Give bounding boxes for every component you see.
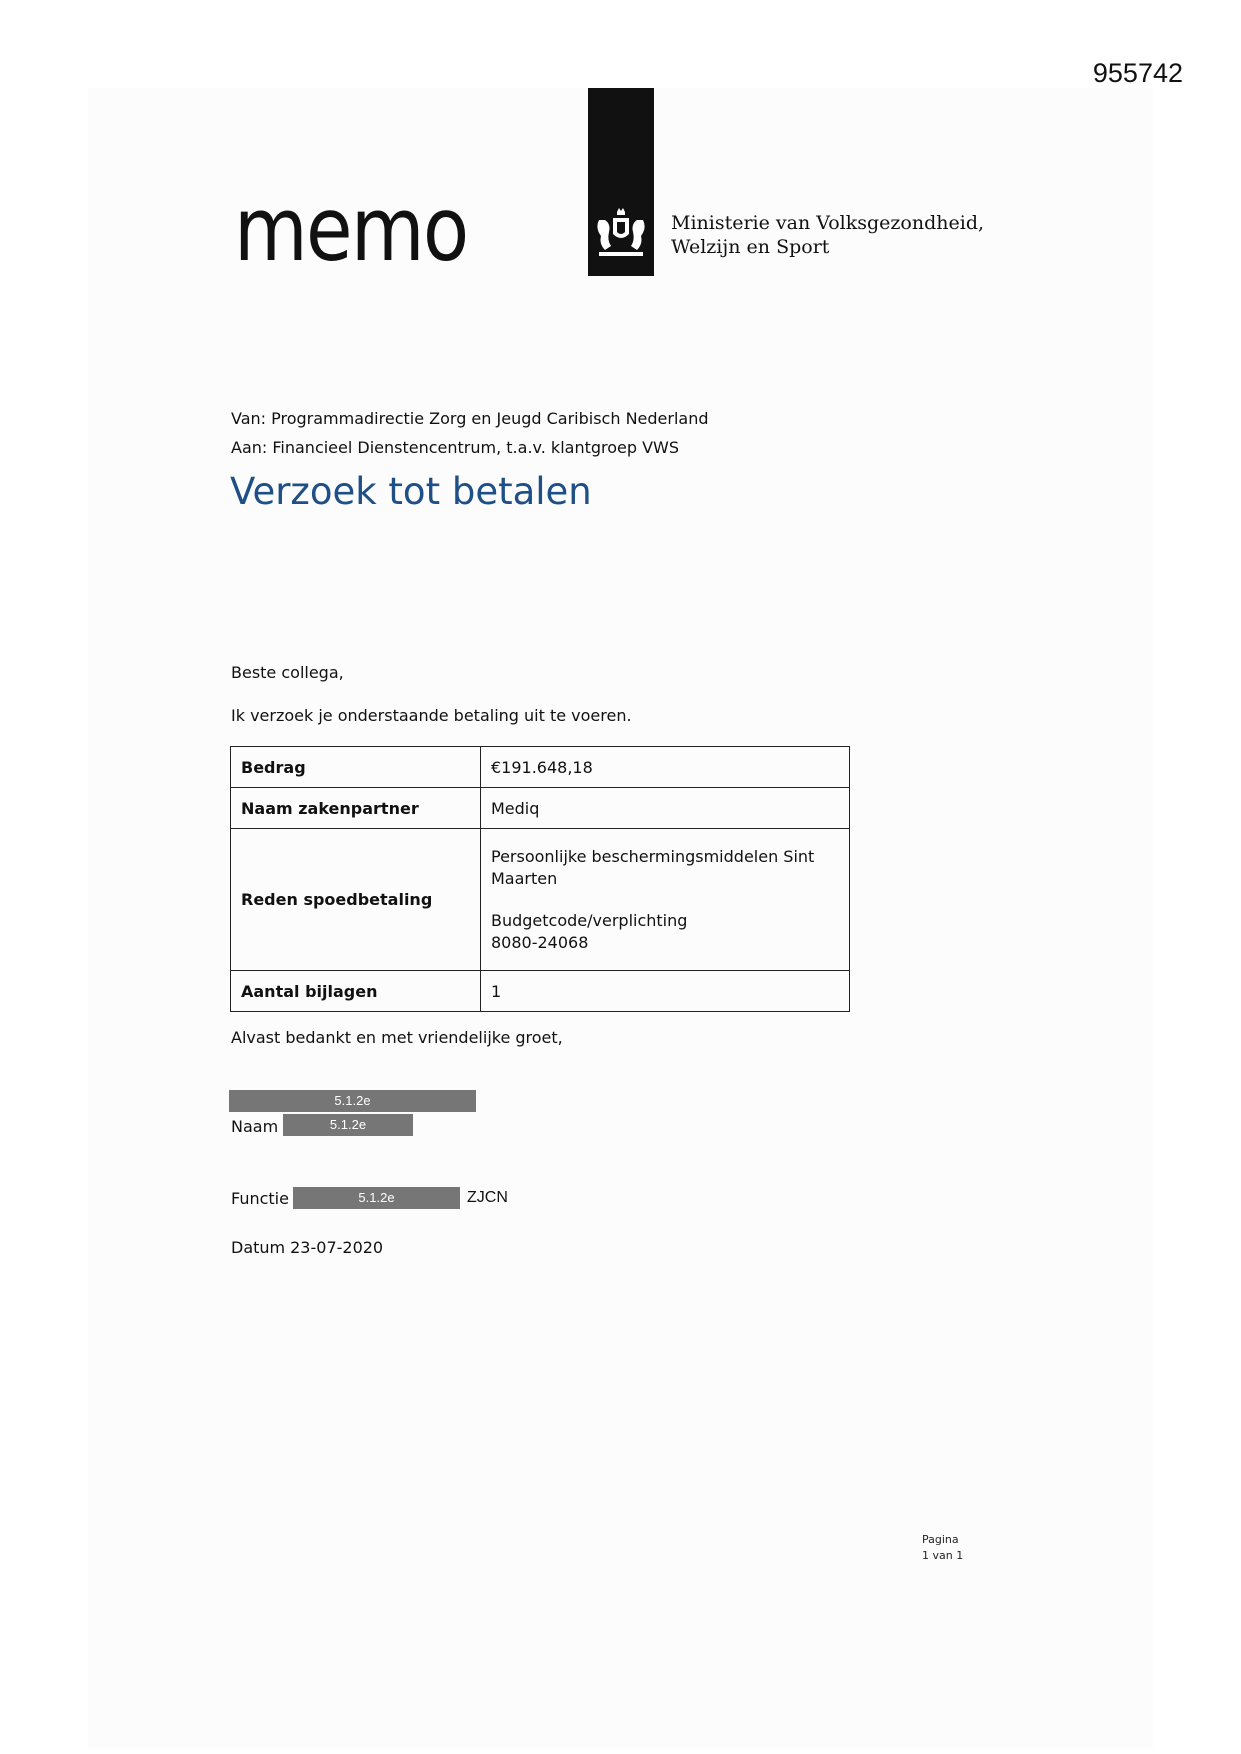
function-label: Functie [231, 1189, 289, 1208]
page-count: 1 van 1 [922, 1549, 964, 1562]
payment-request-text: Ik verzoek je onderstaande betaling uit te voeren. [231, 706, 632, 725]
reason-text [491, 846, 839, 890]
memo-title: memo [234, 178, 468, 281]
amount-label: Bedrag [231, 747, 481, 788]
ministry-name-line2: Welzijn en Sport [671, 236, 830, 258]
function-suffix: ZJCN [467, 1189, 508, 1206]
partner-label: Naam zakenpartner [231, 788, 481, 829]
date-line [231, 1238, 383, 1257]
ministry-name [671, 211, 984, 259]
to-line: Aan: Financieel Dienstencentrum, t.a.v. klantgroep VWS [231, 438, 680, 457]
memo-subject: Verzoek tot betalen [230, 470, 592, 513]
page-label: Pagina [922, 1533, 959, 1546]
budget-code [491, 910, 839, 954]
reason-label: Reden spoedbetaling [231, 829, 481, 971]
function-redaction: 5.1.2e [293, 1187, 460, 1209]
attachments-label: Aantal bijlagen [231, 971, 481, 1012]
amount-value: €191.648,18 [481, 747, 850, 788]
budget-label: Budgetcode/verplichting [491, 910, 688, 930]
ministry-name-line1: Ministerie van Volksgezondheid, [671, 212, 985, 234]
closing-text: Alvast bedankt en met vriendelijke groet, [231, 1028, 563, 1047]
table-row [231, 788, 850, 829]
from-line: Van: Programmadirectie Zorg en Jeugd Caribisch Nederland [231, 409, 709, 428]
document-id: 955742 [1092, 58, 1183, 88]
partner-value: Mediq [481, 788, 850, 829]
name-label: Naam [231, 1117, 279, 1136]
page-indicator [922, 1532, 963, 1564]
name-redaction: 5.1.2e [283, 1114, 413, 1136]
memo-routing [231, 404, 709, 462]
royal-crest-icon [591, 206, 651, 262]
greeting: Beste collega, [231, 663, 344, 682]
reason-line: Maarten [491, 868, 558, 888]
signature-redaction: 5.1.2e [229, 1090, 476, 1112]
reason-line: Persoonlijke beschermingsmiddelen Sint [491, 846, 815, 866]
date-value: 23-07-2020 [290, 1238, 384, 1257]
reason-value [481, 829, 850, 971]
attachments-value: 1 [481, 971, 850, 1012]
table-row [231, 971, 850, 1012]
budget-number: 8080-24068 [491, 932, 589, 952]
date-label: Datum [231, 1238, 286, 1257]
table-row [231, 747, 850, 788]
payment-details-table [230, 746, 850, 1012]
table-row [231, 829, 850, 971]
ministry-logo-bar [588, 88, 654, 276]
